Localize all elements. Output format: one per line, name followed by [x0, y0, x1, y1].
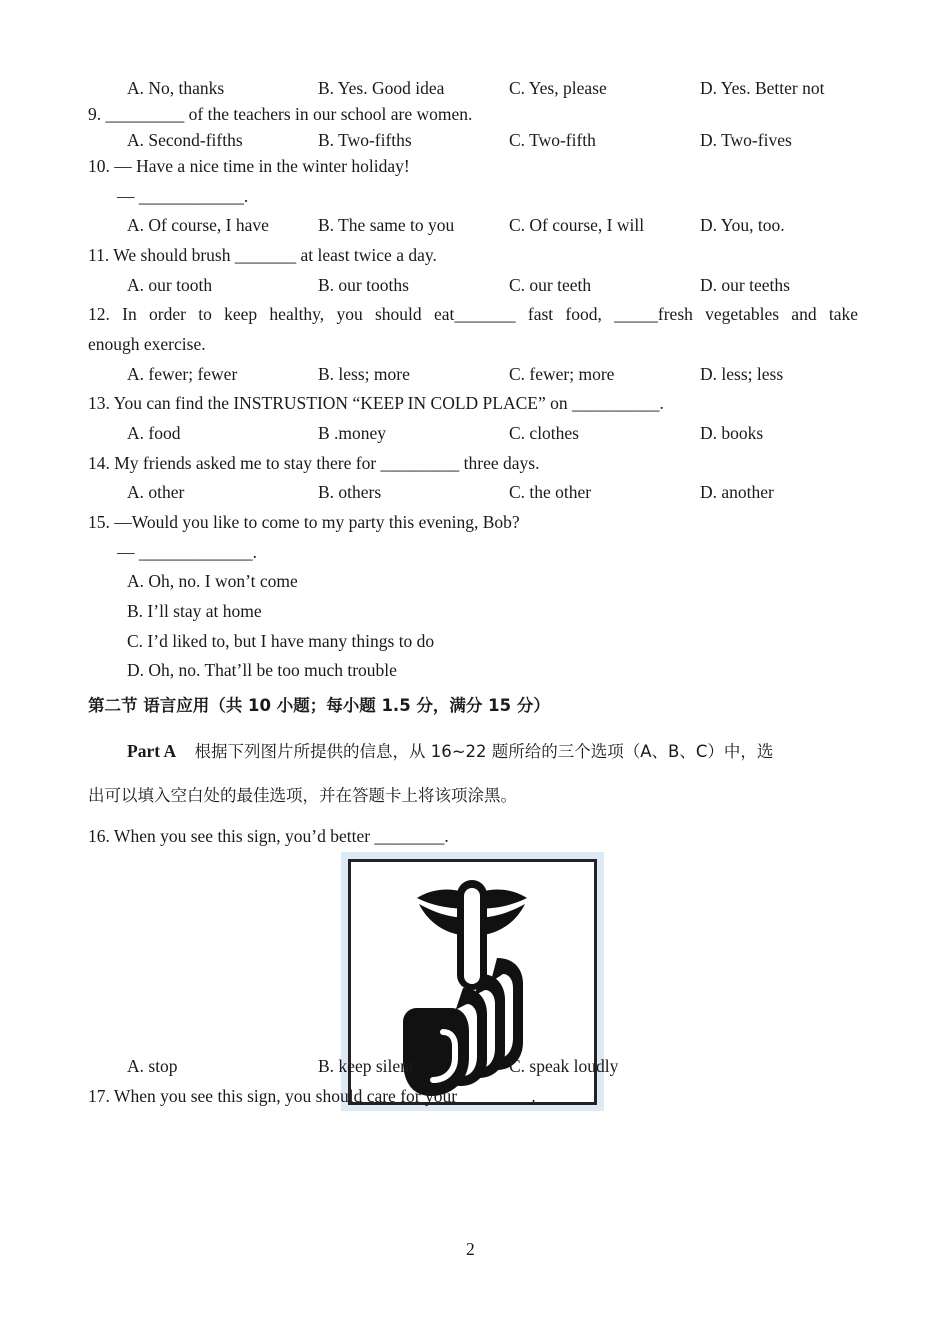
- q12-stem-line2: enough exercise.: [88, 334, 206, 354]
- q14-option-c: C. the other: [509, 482, 592, 502]
- q13-option-d: D. books: [700, 423, 764, 443]
- q14-option-d: D. another: [700, 482, 774, 502]
- q16-option-b: B. keep silent: [318, 1056, 414, 1076]
- q11-stem: 11. We should brush _______ at least twice a day.: [88, 245, 437, 265]
- q12-option-a: A. fewer; fewer: [127, 364, 238, 384]
- q13-option-c: C. clothes: [509, 423, 579, 443]
- q10-stem: 10. — Have a nice time in the winter holiday!: [88, 156, 410, 176]
- q14-option-a: A. other: [127, 482, 185, 502]
- q12-stem-line1: 12. In order to keep healthy, you should eat_______ fast food, _____fresh vegetables and take: [88, 304, 858, 324]
- q14-option-b: B. others: [318, 482, 382, 502]
- q15-option-d: D. Oh, no. That’ll be too much trouble: [127, 660, 397, 680]
- part-a-label: Part A: [127, 741, 177, 761]
- q10-option-c: C. Of course, I will: [509, 215, 645, 235]
- q10-reply: — ____________.: [117, 186, 249, 206]
- q12-option-c: C. fewer; more: [509, 364, 615, 384]
- q15-stem: 15. —Would you like to come to my party this evening, Bob?: [88, 512, 520, 532]
- q9-option-d: D. Two-fives: [700, 130, 792, 150]
- q15-reply: — _____________.: [117, 542, 257, 562]
- q11-option-b: B. our tooths: [318, 275, 409, 295]
- q10-option-b: B. The same to you: [318, 215, 455, 235]
- q13-option-a: A. food: [127, 423, 181, 443]
- instructions-text-1: 根据下列图片所提供的信息，从 16~22 题所给的三个选项（A、B、C）中，选: [194, 742, 774, 761]
- section-heading: 第二节 语言应用（共 10 小题；每小题 1.5 分，满分 15 分）: [88, 696, 550, 715]
- q15-option-c: C. I’d liked to, but I have many things to do: [127, 631, 435, 651]
- page-number: 2: [466, 1239, 475, 1259]
- q11-option-a: A. our tooth: [127, 275, 213, 295]
- q16-option-a: A. stop: [127, 1056, 178, 1076]
- q9-option-a: A. Second-fifths: [127, 130, 243, 150]
- q13-option-b: B .money: [318, 423, 387, 443]
- q8-option-b: B. Yes. Good idea: [318, 78, 445, 98]
- q10-option-d: D. You, too.: [700, 215, 785, 235]
- q15-option-a: A. Oh, no. I won’t come: [127, 571, 298, 591]
- q12-option-d: D. less; less: [700, 364, 784, 384]
- q13-stem: 13. You can find the INSTRUSTION “KEEP IN COLD PLACE” on __________.: [88, 393, 664, 413]
- q8-option-d: D. Yes. Better not: [700, 78, 825, 98]
- q14-stem: 14. My friends asked me to stay there for _________ three days.: [88, 453, 540, 473]
- q9-option-b: B. Two-fifths: [318, 130, 412, 150]
- part-a-instructions-line2: 出可以填入空白处的最佳选项，并在答题卡上将该项涂黑。: [88, 786, 517, 805]
- part-a-instructions-line1: [127, 740, 773, 763]
- q8-option-a: A. No, thanks: [127, 78, 225, 98]
- q8-option-c: C. Yes, please: [509, 78, 607, 98]
- q11-option-d: D. our teeths: [700, 275, 790, 295]
- q9-stem: 9. _________ of the teachers in our school are women.: [88, 104, 473, 124]
- q16-option-c: C. speak loudly: [509, 1056, 619, 1076]
- q15-option-b: B. I’ll stay at home: [127, 601, 262, 621]
- q12-option-b: B. less; more: [318, 364, 410, 384]
- q9-option-c: C. Two-fifth: [509, 130, 596, 150]
- q10-option-a: A. Of course, I have: [127, 215, 269, 235]
- q16-stem: 16. When you see this sign, you’d better ________.: [88, 826, 449, 846]
- q11-option-c: C. our teeth: [509, 275, 592, 295]
- q17-stem: 17. When you see this sign, you should care for your ________.: [88, 1086, 536, 1106]
